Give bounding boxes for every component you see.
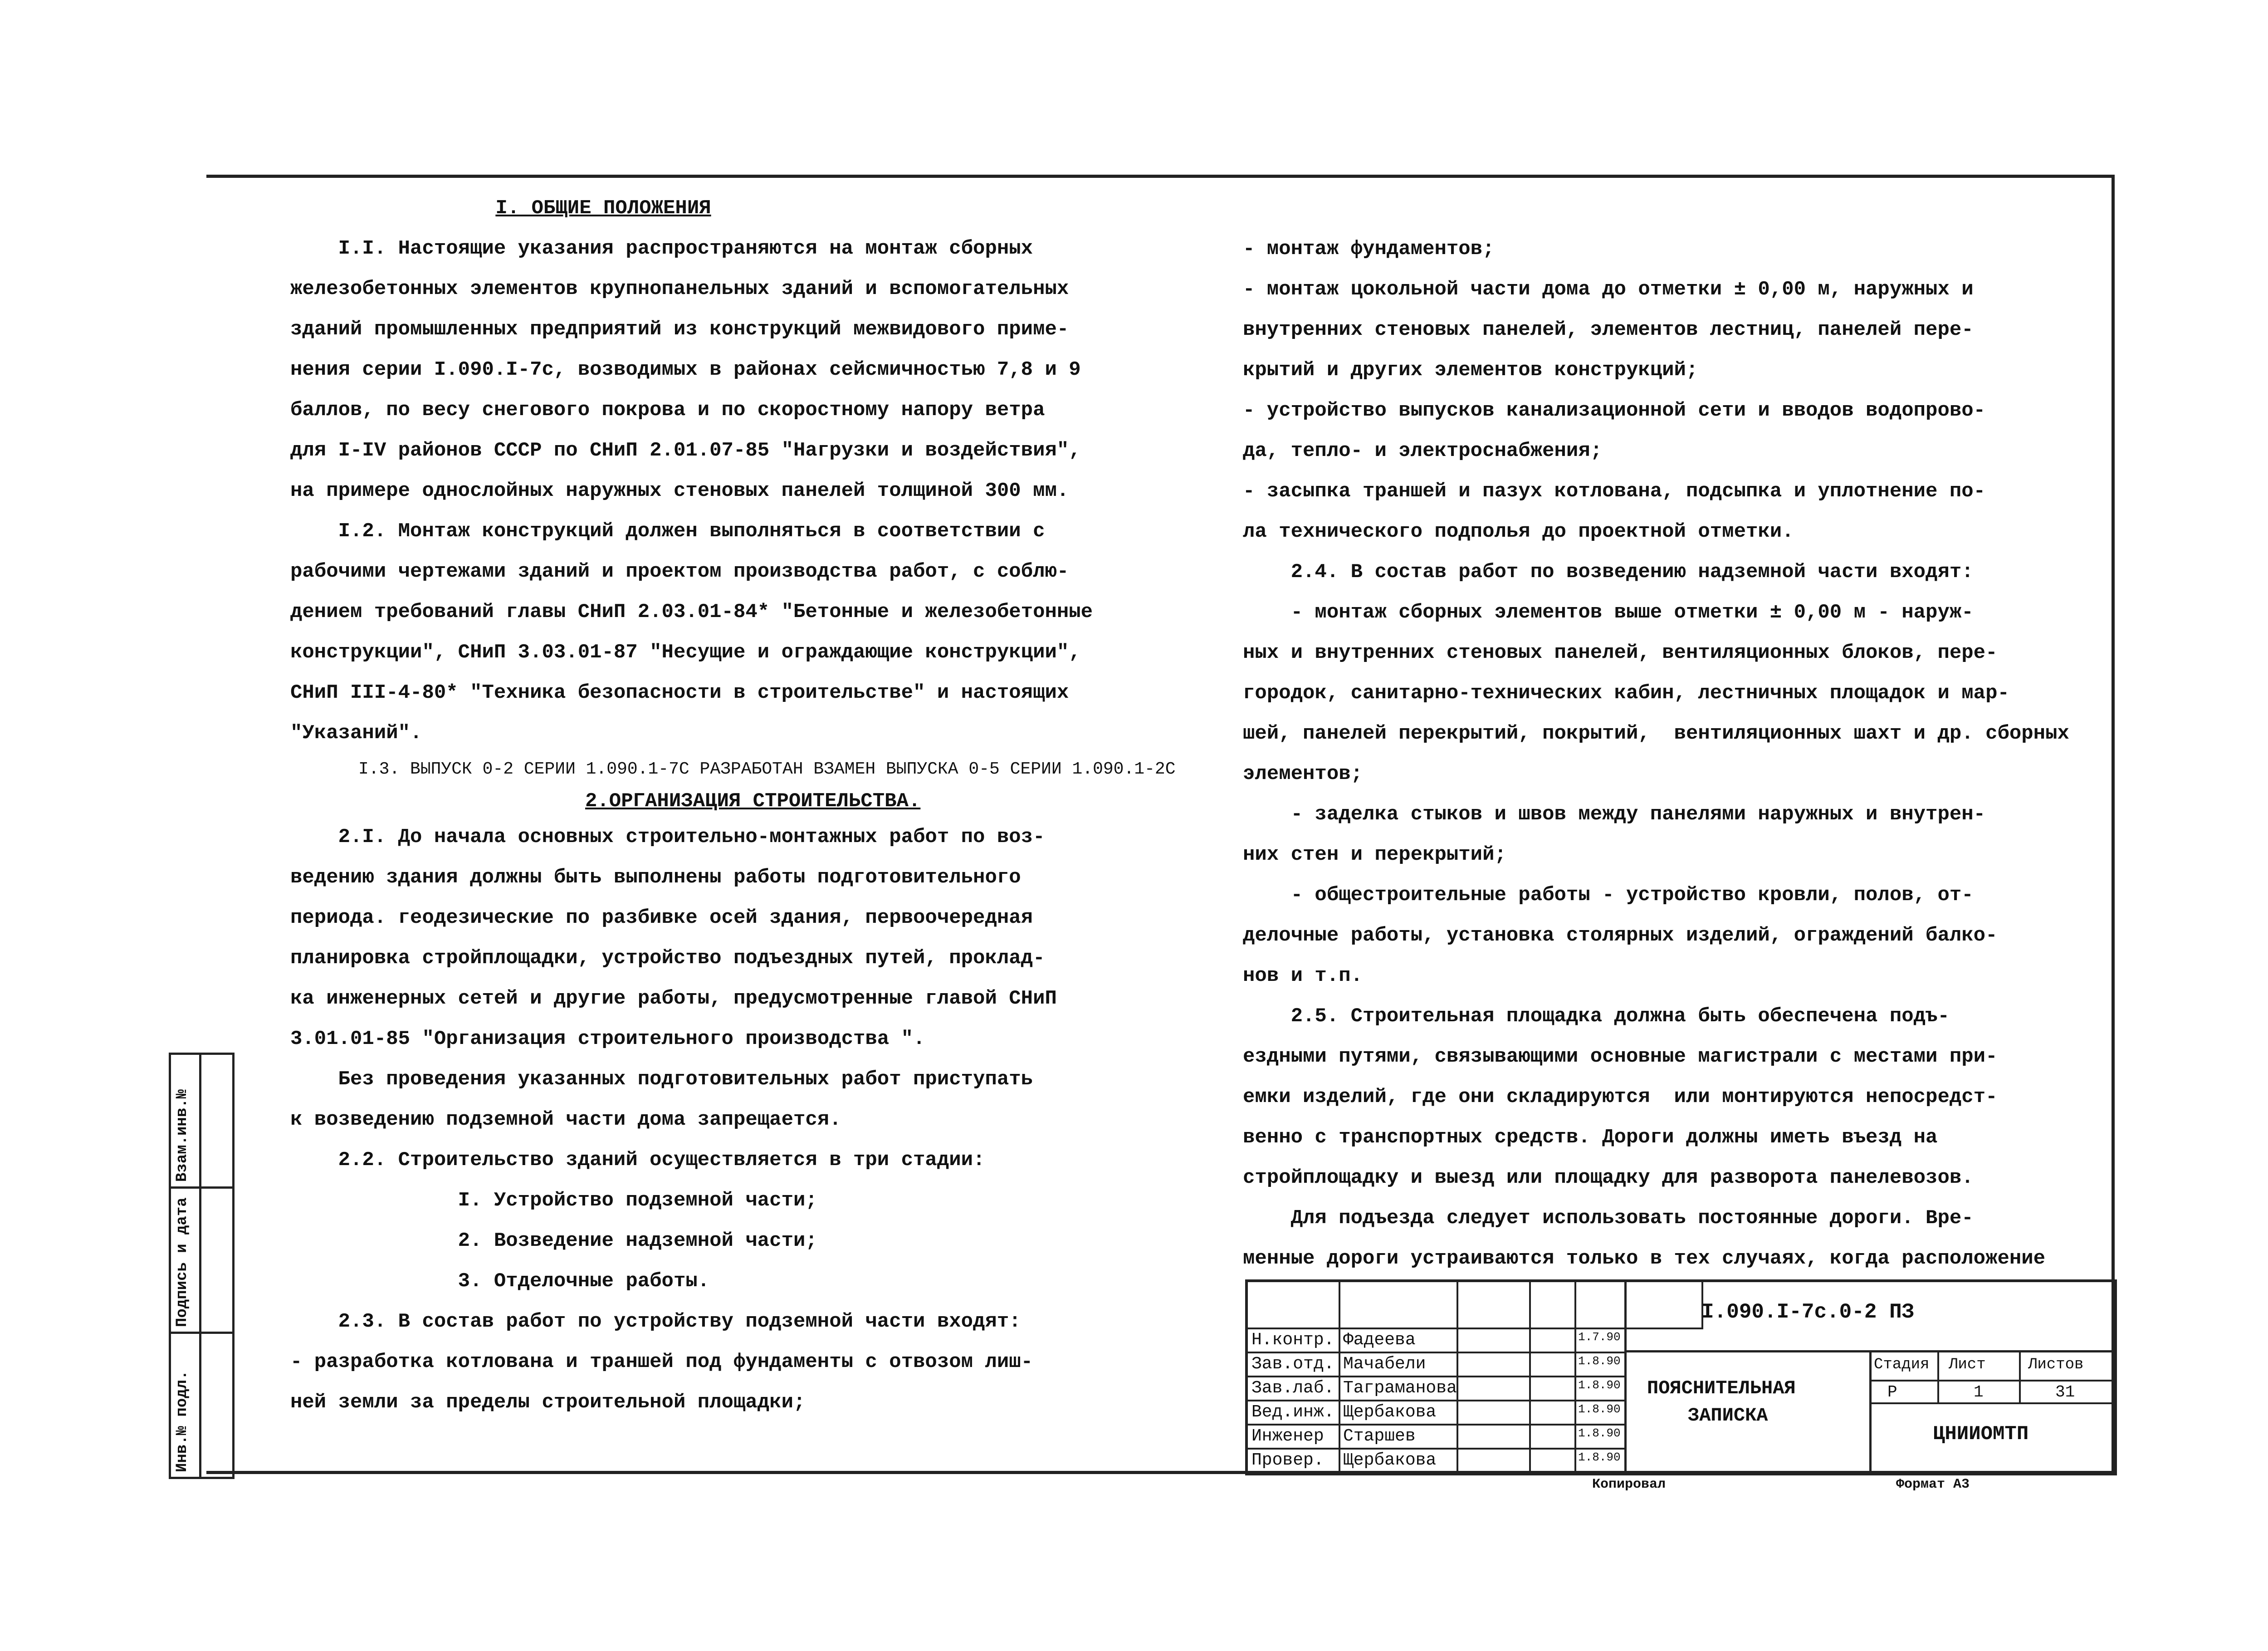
text-line: нов и т.п. xyxy=(1243,965,1363,987)
text-line: I.I. Настоящие указания распространяются на монтаж сборных xyxy=(290,237,1033,260)
text-line: ездными путями, связывающими основные магистрали с местами при- xyxy=(1243,1045,1998,1068)
heading-organization: 2.ОРГАНИЗАЦИЯ СТРОИТЕЛЬСТВА. xyxy=(585,790,921,813)
doc-title-line2: ЗАПИСКА xyxy=(1688,1405,1768,1426)
text-line: емки изделий, где они складируются или монтируются непосредст- xyxy=(1243,1086,1998,1108)
text-line: 2. Возведение надземной части; xyxy=(290,1230,817,1252)
signature-role: Зав.лаб. xyxy=(1251,1378,1334,1398)
organization: ЦНИИОМТП xyxy=(1933,1423,2029,1445)
stage-header: Стадия xyxy=(1874,1356,1930,1373)
row-divider xyxy=(1248,1424,1624,1426)
text-line: 2.4. В состав работ по возведению надземной части входят: xyxy=(1243,561,1974,583)
side-label-inv-podl: Инв.№ подл. xyxy=(174,1370,191,1472)
text-line: I. Устройство подземной части; xyxy=(290,1189,817,1212)
text-line: ней земли за пределы строительной площадки; xyxy=(290,1391,806,1414)
text-line: дением требований главы СНиП 2.03.01-84* "Бетонные и железобетонные xyxy=(290,601,1093,623)
sheets-header: Листов xyxy=(2028,1356,2084,1373)
text-line: 3.01.01-85 "Организация строительного производства ". xyxy=(290,1028,925,1050)
right-column xyxy=(1243,229,2105,1279)
doc-code: I.090.I-7с.0-2 ПЗ xyxy=(1701,1300,1915,1324)
text-line: баллов, по весу снегового покрова и по скоростному напору ветра xyxy=(290,399,1045,421)
sheet-header: Лист xyxy=(1949,1356,1986,1373)
text-line: периода. геодезические по разбивке осей здания, первоочередная xyxy=(290,906,1033,929)
text-line: - общестроительные работы - устройство кровли, полов, от- xyxy=(1243,884,1974,906)
text-line: конструкции", СНиП 3.03.01-87 "Несущие и ограждающие конструкции", xyxy=(290,641,1081,664)
text-line: ведению здания должны быть выполнены работы подготовительного xyxy=(290,866,1021,889)
signature-role: Н.контр. xyxy=(1251,1330,1334,1350)
side-label-inv-vzam: Взам.инв.№ xyxy=(174,1089,191,1182)
signature-role: Провер. xyxy=(1251,1450,1324,1470)
text-line: планировка стройплощадки, устройство подъездных путей, проклад- xyxy=(290,947,1045,970)
signature-role: Инженер xyxy=(1251,1426,1324,1446)
side-label-podpis: Подпись и дата xyxy=(174,1197,191,1327)
text-line: рабочими чертежами зданий и проектом производства работ, с соблю- xyxy=(290,560,1069,583)
text-line: - заделка стыков и швов между панелями наружных и внутрен- xyxy=(1243,803,1986,826)
text-line: - монтаж фундаментов; xyxy=(1243,238,1495,260)
signature-date: 1.7.90 xyxy=(1578,1330,1621,1344)
stage-value: Р xyxy=(1887,1383,1897,1401)
text-line: крытий и других элементов конструкций; xyxy=(1243,359,1698,382)
text-line: - монтаж цокольной части дома до отметки ± 0,00 м, наружных и xyxy=(1243,278,1974,301)
row-divider xyxy=(1248,1448,1624,1450)
text-line: шей, панелей перекрытий, покрытий, вентиляционных шахт и др. сборных xyxy=(1243,722,2069,745)
signature-date: 1.8.90 xyxy=(1578,1450,1621,1464)
row-divider xyxy=(1248,1376,1624,1377)
left-column xyxy=(290,188,1234,1423)
signature-name: Старшев xyxy=(1343,1426,1416,1446)
note-1-3: I.3. ВЫПУСК 0-2 СЕРИИ 1.090.1-7С РАЗРАБОТАН ВЗАМЕН ВЫПУСКА 0-5 СЕРИИ 1.090.1-2С xyxy=(358,759,1176,779)
text-line: 2.5. Строительная площадка должна быть обеспечена подъ- xyxy=(1243,1005,1950,1028)
title-block xyxy=(1245,1279,2117,1475)
sheets-value: 31 xyxy=(2055,1383,2075,1401)
signature-date: 1.8.90 xyxy=(1578,1426,1621,1440)
text-line: городок, санитарно-технических кабин, лестничных площадок и мар- xyxy=(1243,682,2009,705)
signature-name: Щербакова xyxy=(1343,1450,1437,1470)
text-line: 3. Отделочные работы. xyxy=(290,1270,710,1293)
format-label: Формат А3 xyxy=(1896,1477,1970,1492)
text-line: нения серии I.090.I-7с, возводимых в районах сейсмичностью 7,8 и 9 xyxy=(290,358,1081,381)
signature-role: Зав.отд. xyxy=(1251,1354,1334,1374)
signature-name: Таграманова xyxy=(1343,1378,1457,1398)
doc-title-line1: ПОЯСНИТЕЛЬНАЯ xyxy=(1647,1377,1796,1399)
signature-name: Мачабели xyxy=(1343,1354,1426,1374)
text-line: для I-IV районов СССР по СНиП 2.01.07-85 "Нагрузки и воздействия", xyxy=(290,439,1081,462)
text-line: "Указаний". xyxy=(290,722,422,745)
signature-date: 1.8.90 xyxy=(1578,1354,1621,1368)
text-line: венно с транспортных средств. Дороги должны иметь въезд на xyxy=(1243,1126,1938,1149)
text-line: 2.I. До начала основных строительно-монтажных работ по воз- xyxy=(290,826,1045,848)
text-line: к возведению подземной части дома запрещается. xyxy=(290,1108,841,1131)
text-line: стройплощадку и выезд или площадку для разворота панелевозов. xyxy=(1243,1166,1974,1189)
text-line: - засыпка траншей и пазух котлована, подсыпка и уплотнение по- xyxy=(1243,480,1986,503)
text-line: ка инженерных сетей и другие работы, предусмотренные главой СНиП xyxy=(290,987,1057,1010)
row-divider xyxy=(1248,1400,1624,1401)
text-line: - монтаж сборных элементов выше отметки ± 0,00 м - наруж- xyxy=(1243,601,1974,624)
signature-name: Щербакова xyxy=(1343,1402,1437,1422)
left-paragraphs xyxy=(290,229,1234,754)
signature-date: 1.8.90 xyxy=(1578,1378,1621,1392)
text-line: зданий промышленных предприятий из конструкций межвидового приме- xyxy=(290,318,1069,341)
text-line: ных и внутренних стеновых панелей, вентиляционных блоков, пере- xyxy=(1243,642,1998,664)
text-line: них стен и перекрытий; xyxy=(1243,843,1506,866)
text-line: делочные работы, установка столярных изделий, ограждений балко- xyxy=(1243,924,1998,947)
text-line: СНиП III-4-80* "Техника безопасности в строительстве" и настоящих xyxy=(290,681,1069,704)
sheet-value: 1 xyxy=(1974,1383,1984,1401)
text-line: 2.2. Строительство зданий осуществляется в три стадии: xyxy=(290,1149,985,1171)
text-line: ла технического подполья до проектной отметки. xyxy=(1243,520,1794,543)
text-line: - устройство выпусков канализационной сети и вводов водопрово- xyxy=(1243,399,1986,422)
heading-general: I. ОБЩИЕ ПОЛОЖЕНИЯ xyxy=(495,197,711,220)
right-paragraphs xyxy=(1243,229,2105,1279)
signature-date: 1.8.90 xyxy=(1578,1402,1621,1416)
text-line: Для подъезда следует использовать постоянные дороги. Вре- xyxy=(1243,1207,1974,1230)
text-line: I.2. Монтаж конструкций должен выполняться в соответствии с xyxy=(290,520,1045,543)
text-line: - разработка котлована и траншей под фундаменты с отвозом лиш- xyxy=(290,1351,1033,1373)
row-divider xyxy=(1248,1352,1624,1353)
text-line: на примере однослойных наружных стеновых панелей толщиной 300 мм. xyxy=(290,480,1069,502)
signature-role: Вед.инж. xyxy=(1251,1402,1334,1422)
text-line: менные дороги устраиваются только в тех случаях, когда расположение xyxy=(1243,1247,2046,1270)
side-stamp xyxy=(169,1053,235,1479)
text-line: да, тепло- и электроснабжения; xyxy=(1243,440,1603,462)
text-line: Без проведения указанных подготовительных работ приступать xyxy=(290,1068,1033,1091)
text-line: внутренних стеновых панелей, элементов лестниц, панелей пере- xyxy=(1243,318,1974,341)
text-line: железобетонных элементов крупнопанельных зданий и вспомогательных xyxy=(290,278,1069,300)
left-paragraphs-2 xyxy=(290,817,1234,1423)
row-divider xyxy=(1248,1328,1624,1329)
copied-label: Копировал xyxy=(1592,1477,1666,1492)
text-line: 2.3. В состав работ по устройству подземной части входят: xyxy=(290,1310,1021,1333)
signature-name: Фадеева xyxy=(1343,1330,1416,1350)
text-line: элементов; xyxy=(1243,763,1363,785)
